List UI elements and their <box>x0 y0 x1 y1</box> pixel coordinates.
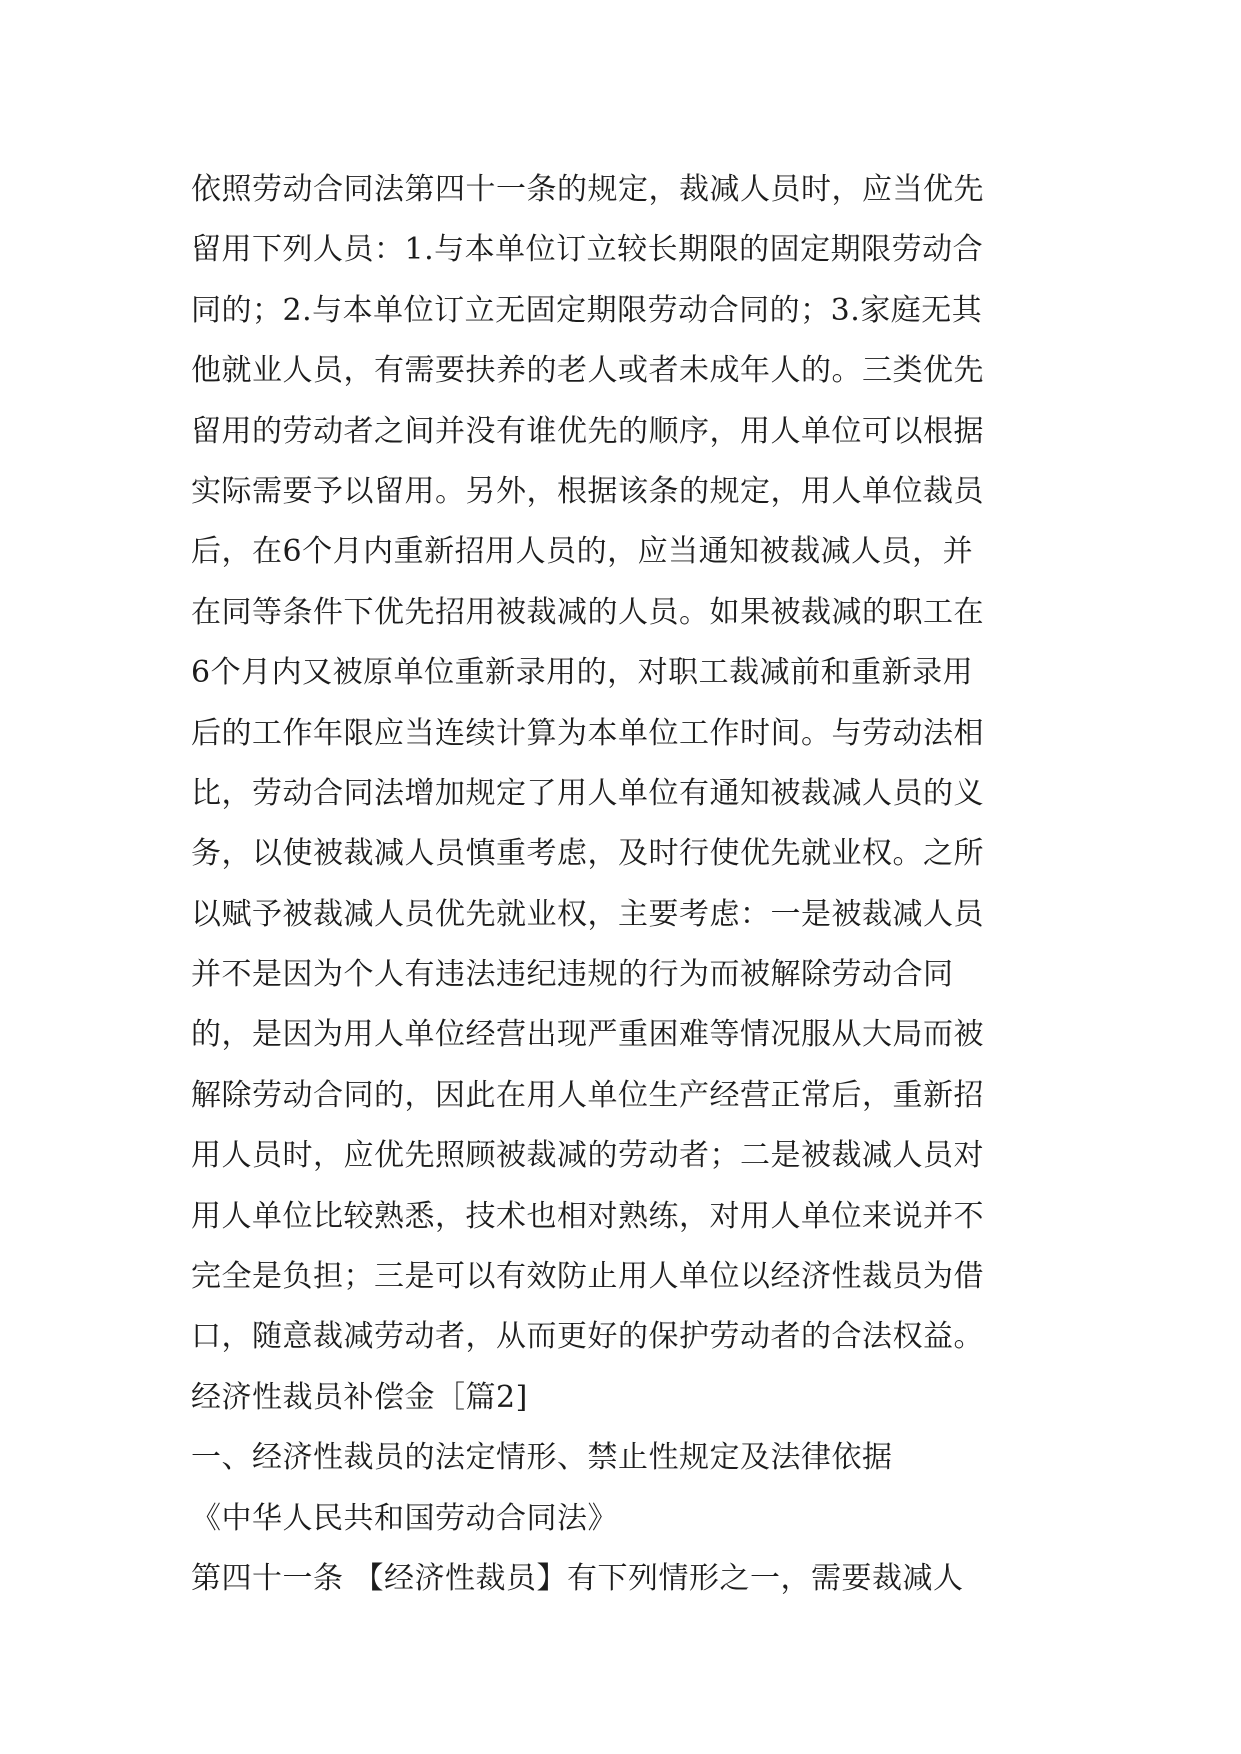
text-line: 的，是因为用人单位经营出现严重困难等情况服从大局而被 <box>191 1017 984 1053</box>
law-title: 《中华人民共和国劳动合同法》 <box>191 1500 618 1536</box>
document-body <box>191 160 1051 1609</box>
text-line: 留用的劳动者之间并没有谁优先的顺序，用人单位可以根据 <box>191 413 984 449</box>
article-line: 第四十一条 【经济性裁员】有下列情形之一，需要裁减人 <box>191 1560 964 1596</box>
text-line: 在同等条件下优先招用被裁减的人员。如果被裁减的职工在 <box>191 594 984 630</box>
text-line: 6个月内又被原单位重新录用的，对职工裁减前和重新录用 <box>191 655 974 691</box>
text-line: 比，劳动合同法增加规定了用人单位有通知被裁减人员的义 <box>191 775 984 811</box>
text-line: 用人单位比较熟悉，技术也相对熟练，对用人单位来说并不 <box>191 1198 984 1234</box>
text-line: 并不是因为个人有违法违纪违规的行为而被解除劳动合同 <box>191 957 954 993</box>
text-line: 留用下列人员：1.与本单位订立较长期限的固定期限劳动合 <box>191 232 984 268</box>
text-line: 用人员时，应优先照顾被裁减的劳动者；二是被裁减人员对 <box>191 1138 984 1174</box>
text-line: 后，在6个月内重新招用人员的，应当通知被裁减人员，并 <box>191 534 974 570</box>
text-line: 以赋予被裁减人员优先就业权，主要考虑：一是被裁减人员 <box>191 896 984 932</box>
text-line: 同的；2.与本单位订立无固定期限劳动合同的；3.家庭无其 <box>191 292 983 328</box>
text-line: 务，以使被裁减人员慎重考虑，及时行使优先就业权。之所 <box>191 836 984 872</box>
text-line: 实际需要予以留用。另外，根据该条的规定，用人单位裁员 <box>191 473 984 509</box>
text-line: 完全是负担；三是可以有效防止用人单位以经济性裁员为借 <box>191 1259 984 1295</box>
subsection-heading: 一、经济性裁员的法定情形、禁止性规定及法律依据 <box>191 1440 893 1476</box>
text-line: 依照劳动合同法第四十一条的规定，裁减人员时，应当优先 <box>191 172 984 207</box>
section-heading: 经济性裁员补偿金［篇2] <box>191 1379 528 1415</box>
text-line: 解除劳动合同的，因此在用人单位生产经营正常后，重新招 <box>191 1077 984 1113</box>
text-line: 口，随意裁减劳动者，从而更好的保护劳动者的合法权益。 <box>191 1319 984 1355</box>
text-line: 他就业人员，有需要扶养的老人或者未成年人的。三类优先 <box>191 353 984 389</box>
text-line: 后的工作年限应当连续计算为本单位工作时间。与劳动法相 <box>191 715 984 751</box>
